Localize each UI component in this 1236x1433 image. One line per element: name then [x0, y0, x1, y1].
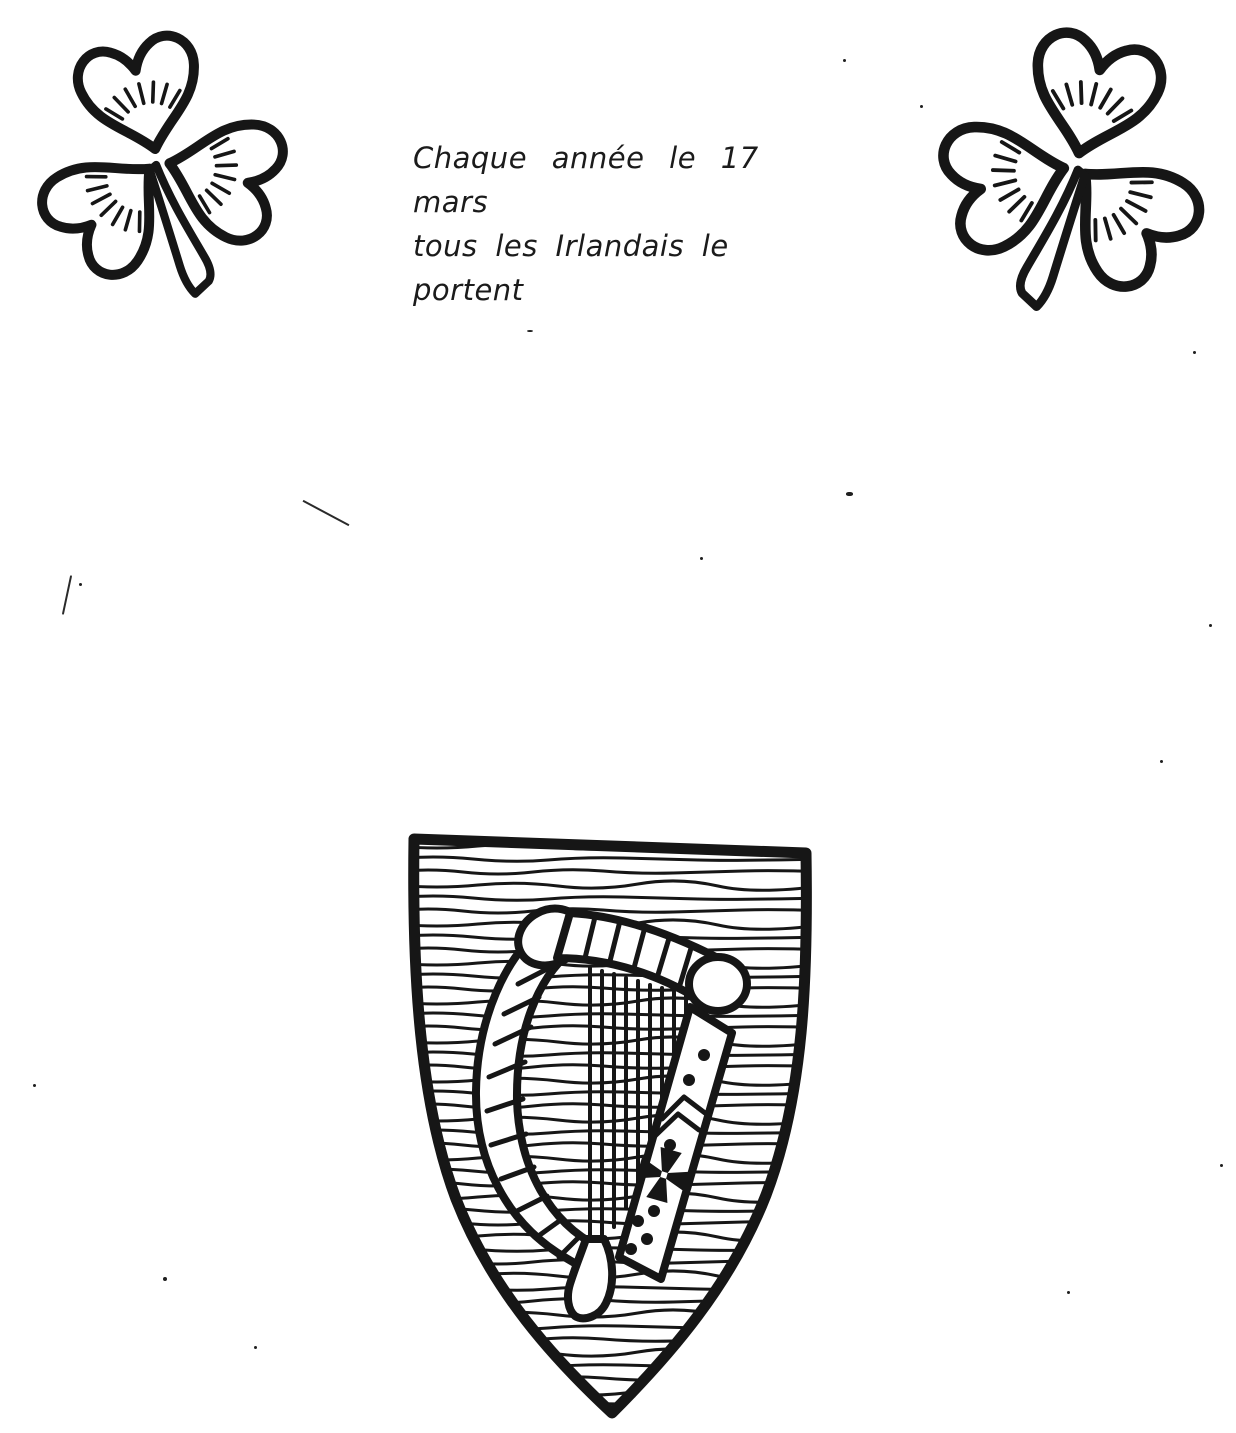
- paper-speck: [1193, 351, 1196, 354]
- paper-speck: [79, 583, 82, 586]
- shamrock-left-icon: [22, 12, 294, 318]
- paper-speck: [1209, 624, 1212, 627]
- paper-speck: [700, 557, 703, 560]
- paper-speck: [33, 1084, 36, 1087]
- irish-harp-shield-illustration: [398, 826, 822, 1428]
- caption: [413, 136, 843, 312]
- paper-speck: [254, 1346, 257, 1349]
- caption-line-2: tous les Irlandais le portent: [413, 229, 729, 307]
- paper-speck: [527, 330, 533, 332]
- paper-speck: [920, 105, 923, 108]
- paper-speck: [1220, 1164, 1223, 1167]
- caption-line-1: Chaque année le 17 mars: [413, 141, 759, 219]
- shamrock-right-icon: [925, 16, 1227, 324]
- paper-speck: [846, 492, 853, 496]
- paper-speck: [1067, 1291, 1070, 1294]
- paper-speck: [163, 1277, 167, 1281]
- harp-right-knob: [689, 957, 747, 1011]
- paper-scratch: [62, 575, 72, 615]
- paper-speck: [1160, 760, 1163, 763]
- paper-speck: [843, 59, 846, 62]
- paper-scratch: [303, 500, 350, 526]
